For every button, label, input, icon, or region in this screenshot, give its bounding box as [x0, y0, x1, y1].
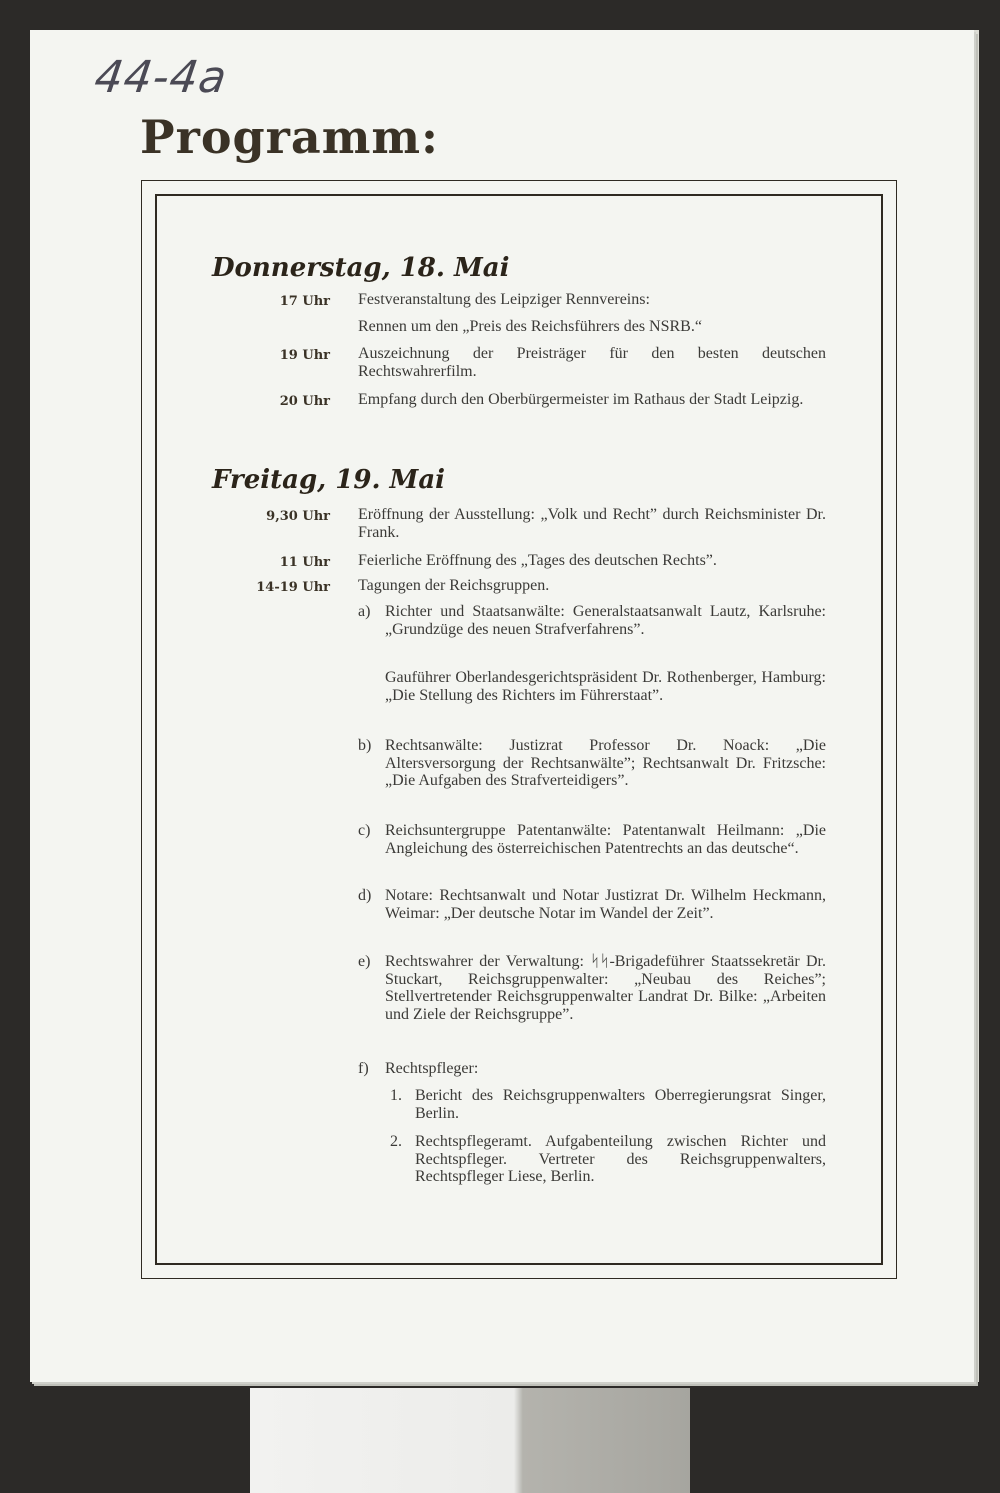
program-item: Feierliche Eröffnung des „Tages des deutschen Rechts”.	[358, 552, 717, 569]
group-paragraph: Rechtspfleger:	[385, 1060, 479, 1077]
group-paragraph: Rechtswahrer der Verwaltung: ᛋᛋ-Brigadeführer Staatssekretär Dr. Stuckart, Reichsgruppenwalter: „Neubau des Reiches”; Stellvertretender Reichsgruppenwalter Landrat Dr. Bilke: „Arbeiten und Ziele der Reichsgruppe”.	[385, 953, 826, 1023]
program-item: Empfang durch den Oberbürgermeister im Rathaus der Stadt Leipzig.	[358, 391, 804, 408]
group-label: c)	[358, 822, 371, 839]
time-label: 20 Uhr	[279, 394, 330, 409]
day-heading-friday: Freitag, 19. Mai	[212, 465, 446, 495]
group-label: b)	[358, 737, 372, 754]
scan-backing-strip	[250, 1388, 690, 1493]
group-label: d)	[358, 887, 372, 904]
numbered-label: 1.	[390, 1087, 402, 1104]
day-heading-thursday: Donnerstag, 18. Mai	[212, 253, 510, 283]
numbered-label: 2.	[390, 1133, 402, 1150]
time-label: 17 Uhr	[279, 294, 330, 309]
group-label: e)	[358, 953, 371, 970]
numbered-item: Bericht des Reichsgruppenwalters Oberregierungsrat Singer, Berlin.	[415, 1087, 826, 1122]
handwritten-note: 44-4a	[91, 52, 231, 103]
group-label: f)	[358, 1060, 369, 1077]
group-paragraph: Gauführer Oberlandesgerichtspräsident Dr. Rothenberger, Hamburg: „Die Stellung des Richters im Führerstaat”.	[385, 669, 826, 704]
group-paragraph: Reichsuntergruppe Patentanwälte: Patentanwalt Heilmann: „Die Angleichung des österreichischen Patentrechts an das deutsche“.	[385, 822, 826, 857]
program-item: Auszeichnung der Preisträger für den besten deutschen Rechtswahrerfilm.	[358, 345, 826, 380]
group-label: a)	[358, 603, 371, 620]
program-item: Rennen um den „Preis des Reichsführers des NSRB.“	[358, 318, 702, 335]
group-paragraph: Richter und Staatsanwälte: Generalstaatsanwalt Lautz, Karlsruhe: „Grundzüge des neuen Strafverfahrens”.	[385, 603, 826, 638]
time-label: 14-19 Uhr	[256, 580, 330, 595]
program-item: Tagungen der Reichsgruppen.	[358, 577, 550, 594]
time-label: 11 Uhr	[279, 555, 330, 570]
time-label: 19 Uhr	[279, 348, 330, 363]
program-item: Festveranstaltung des Leipziger Rennvereins:	[358, 291, 650, 308]
group-paragraph: Notare: Rechtsanwalt und Notar Justizrat Dr. Wilhelm Heckmann, Weimar: „Der deutsche Notar im Wandel der Zeit”.	[385, 887, 826, 922]
numbered-item: Rechtspflegeramt. Aufgabenteilung zwischen Richter und Rechtspfleger. Vertreter des Reichsgruppenwalters, Rechtspfleger Liese, Berlin.	[415, 1133, 826, 1185]
group-paragraph: Rechtsanwälte: Justizrat Professor Dr. Noack: „Die Altersversorgung der Rechtsanwälte”; Rechtsanwalt Dr. Fritzsche: „Die Aufgaben des Strafverteidigers”.	[385, 737, 826, 789]
page-edge	[974, 30, 979, 1382]
page-title: Programm:	[140, 110, 440, 164]
program-item: Eröffnung der Ausstellung: „Volk und Recht” durch Reichsminister Dr. Frank.	[358, 506, 826, 541]
time-label: 9,30 Uhr	[266, 509, 330, 524]
